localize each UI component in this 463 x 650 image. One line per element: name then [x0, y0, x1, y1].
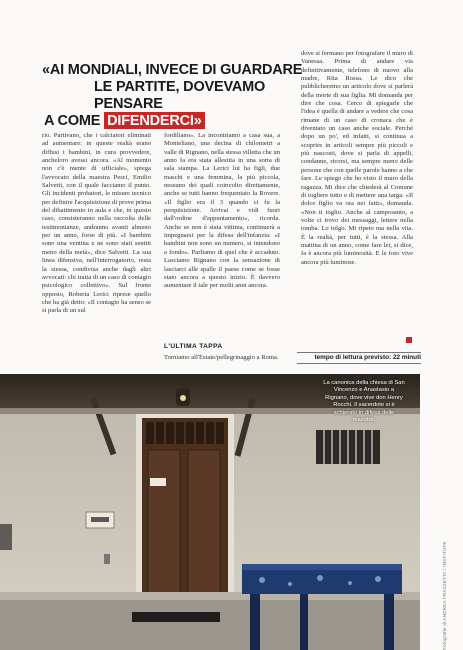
reading-time-label: tempo di lettura previsto:	[314, 354, 392, 361]
pull-quote-line-3-prefix: A COME	[44, 113, 101, 129]
column-2-text: fordiliano». La incontriamo a casa sua, a Monteliano, una decina di chilometri a valle di Rignano, nella stessa villetta che un anno fa era stata allestita in una sorta di sala stampa. La Lerici lui ha figli, due maschi e una femmina, la più piccola, nessuno dei quali coinvolto direttamente, anche se tutti hanno frequentato la Rovere. «Il figlio era il 3 quando ci fu la perquisizione. Arrivai e vidi fuori dall'ordine d'appuntamento», ricorda. Anche se non è stata vittima, continuerà a impegnarsi per la difesa dell'infanzia: «I bambini non sono un numero, si intendono a fondo». Parliamo di quel che è accaduto. Lasciamo Rignano con la sensazione di lasciarci alle spalle il paese come se fosse stato ancora a questo inizio. È davvero aumentare il tale per molti anni ancora.	[164, 132, 280, 290]
text-column-2	[164, 132, 280, 291]
end-of-article-mark	[406, 337, 412, 343]
text-column-1	[42, 132, 151, 316]
reading-time	[297, 352, 421, 364]
column-1-text: rio. Partivano, che i calciatori eliminati ad aumentare: in queste realtà erano diffusi i bambini, in cura provvedere, ancheloro avessi ancora. «Al momento non c'è niente di ufficiale», spiega l'avvocato della maestra Pesci, Emilio Salvetti, con il quale facciamo il punto. Gli incidenti probatori, le misure tecnico per definire l'acquisizione di prove prima del dibattimento in aula e che, in questo caso, consisteranno nella raccolta delle testimonianze, andranno avanti almeno per un anno, forse di più. «I bambini sono una ventina e ne sono stati sentiti meno della metà», dice Salvetti. La sua linea difensiva, nell'interrogatorio, resta la stessa, condivisa anche dagli altri avvocati: chi tratta di un caso di contagio psicologico collettivo». Sul fronte opposto, Roberta Lerici riprese quello che ha già detto: «Il contagio ha senso se si parla di un sul	[42, 132, 151, 315]
column-2b-text: Torniamo all'Estate/pellegrinaggio a Roma.	[164, 354, 279, 361]
pull-quote-line-3	[42, 113, 312, 130]
photo-credit: Fotografie di ANDREA FRAZZETTA / INSTITUTE	[442, 541, 447, 650]
reading-time-value: 22 minuti	[392, 354, 421, 361]
text-column-2-continued	[164, 354, 280, 362]
pull-quote-line-2: LE PARTITE, DOVEVAMO PENSARE	[94, 79, 266, 112]
column-3-text: dove si fermano per fotografare il muro di Vanessa. Prima di andare via definitivamente, telefono di nuovo alla madre, Rita Rossa. Le dico che pubblicheremo un articolo dove si parlerà della morte di sua figlia. Mi domanda per dire che cosa. Cerco di spiegarle che l'idea è quella di andare a vedere che cosa rimane di un caso di cronaca che è diventato un caso anche sociale. Perché dopo un po', ed infatti, si continua a scoprire in articoli sempre più piccoli e più nascosti, dove si parla di appelli, condanne, ricorsi, ma sempre meno delle persone che con quelle parole hanno a che fare. Le spiego che ho visto il muro della ragazza. Mi dice che chiederà al Comune di togliere tutto e di mettere una targa. «Il dolce figlio va ora nei fatti», domanda. «Non ti toglio. Anche al camposanto, a volte ci trovo dei messaggi, lettere nella tomba. Lo tolgo. Mi ripeto ma nella vita. È la realtà, per tutti, è la stessa. Alla mattina di un anno, come fare lei, si dice, fa è ancora più luminosità. E le foto vive ancora più luminose.	[301, 50, 413, 266]
pull-quote-line-1: «AI MONDIALI, INVECE DI GUARDARE	[42, 62, 303, 78]
section-subhead: L'ULTIMA TAPPA	[164, 343, 223, 350]
photo-caption: La canonica della chiesa di San Vincenzo e Anastasio a Rignano, dove vive don Henry Rocchi. Il sacerdote si è schierato in difesa delle maestre.	[323, 380, 405, 424]
pull-quote-highlight: DIFENDERCI»	[104, 112, 204, 129]
pull-quote	[42, 62, 312, 130]
text-column-3	[301, 50, 413, 267]
